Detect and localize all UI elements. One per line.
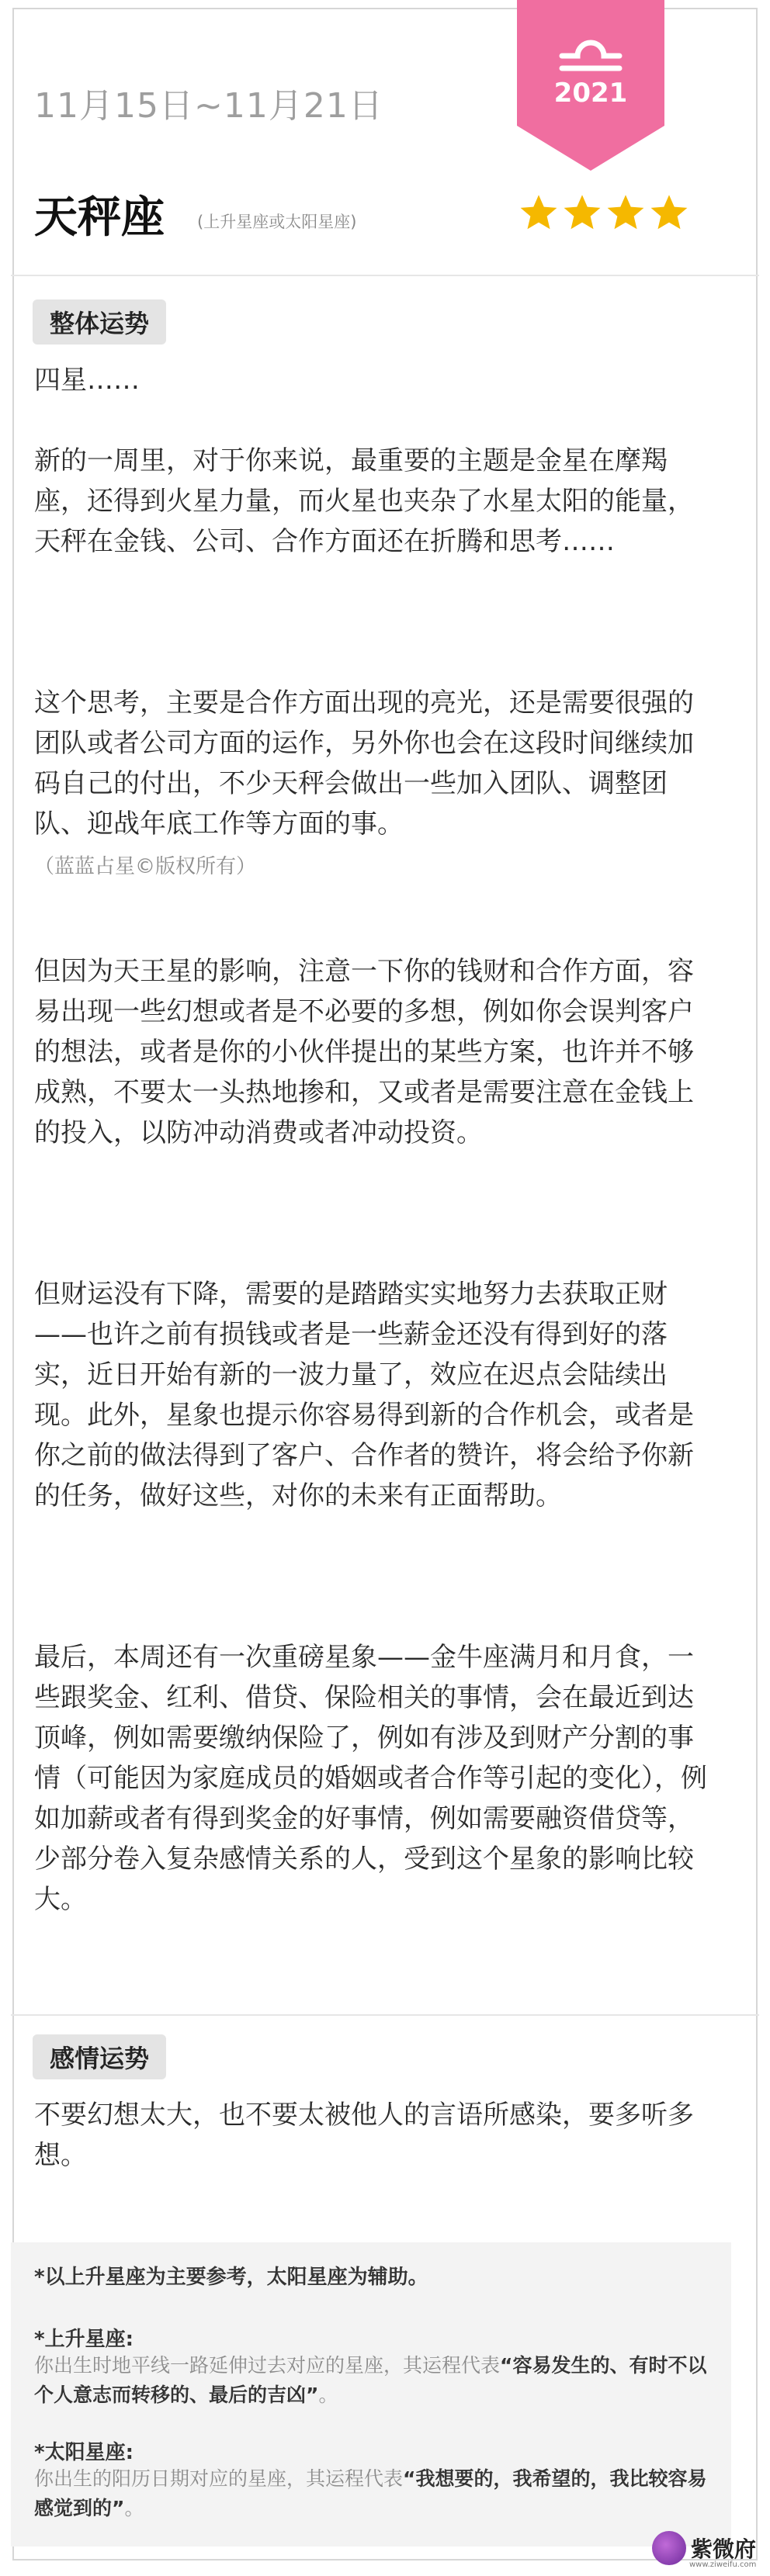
note-sun-title: *太阳星座: bbox=[34, 2441, 134, 2464]
star-icon bbox=[605, 192, 646, 233]
overall-paragraph-text: 这个思考，主要是合作方面出现的亮光，还是需要很强的团队或者公司方面的运作，另外你也会在这段时间继续加码自己的付出，不少天秤会做出一些加入团队、调整团队、迎战年底工作等方面的事。 bbox=[34, 687, 694, 840]
note-sun-text bbox=[34, 2464, 717, 2523]
note-rising-quote: “容易发生的、有时不以个人意志而转移的、最后的吉凶” bbox=[34, 2354, 707, 2406]
note-rising-end: 。 bbox=[318, 2384, 338, 2406]
note-rising-title: *上升星座: bbox=[34, 2328, 134, 2351]
logo-icon bbox=[652, 2531, 686, 2565]
site-logo[interactable] bbox=[652, 2531, 757, 2569]
overall-paragraph: 最后，本周还有一次重磅星象——金牛座满月和月食，一些跟奖金、红利、借贷、保险相关的事情，会在最近到达顶峰，例如需要缴纳保险了，例如有涉及到财产分割的事情（可能因为家庭成员的婚姻或者合作等引起的变化），例如加薪或者有得到奖金的好事情，例如需要融资借贷等，少部分卷入复杂感情关系的人，受到这个星象的影响比较大。 bbox=[34, 1642, 707, 1915]
overall-paragraph: 但财运没有下降，需要的是踏踏实实地努力去获取正财——也许之前有损钱或者是一些薪金还没有得到好的落实，近日开始有新的一波力量了，效应在迟点会陆续出现。此外，星象也提示你容易得到新的合作机会，或者是你之前的做法得到了客户、合作者的赞许，将会给予你新的任务，做好这些，对你的未来有正面帮助。 bbox=[34, 1279, 694, 1511]
love-paragraph: 不要幻想太大，也不要太被他人的言语所感染，要多听多想。 bbox=[34, 2100, 694, 2171]
overall-paragraph bbox=[34, 683, 717, 887]
note-sun-desc: 你出生的阳历日期对应的星座，其运程代表 bbox=[34, 2467, 404, 2490]
copyright-note: （蓝蓝占星©版权所有） bbox=[34, 855, 257, 878]
sign-title: 天秤座 bbox=[34, 192, 165, 243]
note-sun-quote: “我想要的，我希望的，我比较容易感觉到的” bbox=[34, 2467, 707, 2519]
divider bbox=[11, 2014, 759, 2016]
badge-year: 2021 bbox=[553, 78, 628, 109]
logo-name: 紫微府 bbox=[691, 2536, 757, 2562]
section-tag-overall: 整体运势 bbox=[33, 299, 166, 345]
overall-paragraph: 但因为天王星的影响，注意一下你的钱财和合作方面，容易出现一些幻想或者是不必要的多想，例如你会误判客户的想法，或者是你的小伙伴提出的某些方案，也许并不够成熟，不要太一头热地掺和，又或者是需要注意在金钱上的投入，以防冲动消费或者冲动投资。 bbox=[34, 956, 694, 1148]
star-icon bbox=[649, 192, 689, 233]
year-badge bbox=[517, 0, 664, 171]
divider bbox=[11, 275, 759, 276]
note-rising-desc: 你出生时地平线一路延伸过去对应的星座，其运程代表 bbox=[34, 2354, 501, 2377]
star-rating bbox=[519, 192, 689, 233]
overall-paragraph: 新的一周里，对于你来说，最重要的主题是金星在摩羯座，还得到火星力量，而火星也夹杂了水星太阳的能量，天秤在金钱、公司、合作方面还在折腾和思考…… bbox=[34, 445, 694, 557]
star-icon bbox=[519, 192, 559, 233]
note-sun-end: 。 bbox=[124, 2497, 144, 2519]
overall-paragraph: 四星…… bbox=[34, 365, 140, 396]
section-tag-love: 感情运势 bbox=[33, 2034, 166, 2079]
date-range: 11月15日~11月21日 bbox=[34, 86, 383, 126]
logo-url: www.ziweifu.com bbox=[689, 2560, 757, 2569]
note-rising-text bbox=[34, 2351, 717, 2410]
sign-subtitle: (上升星座或太阳星座) bbox=[197, 213, 357, 231]
note-main: *以上升星座为主要参考，太阳星座为辅助。 bbox=[34, 2266, 428, 2289]
star-icon bbox=[562, 192, 602, 233]
